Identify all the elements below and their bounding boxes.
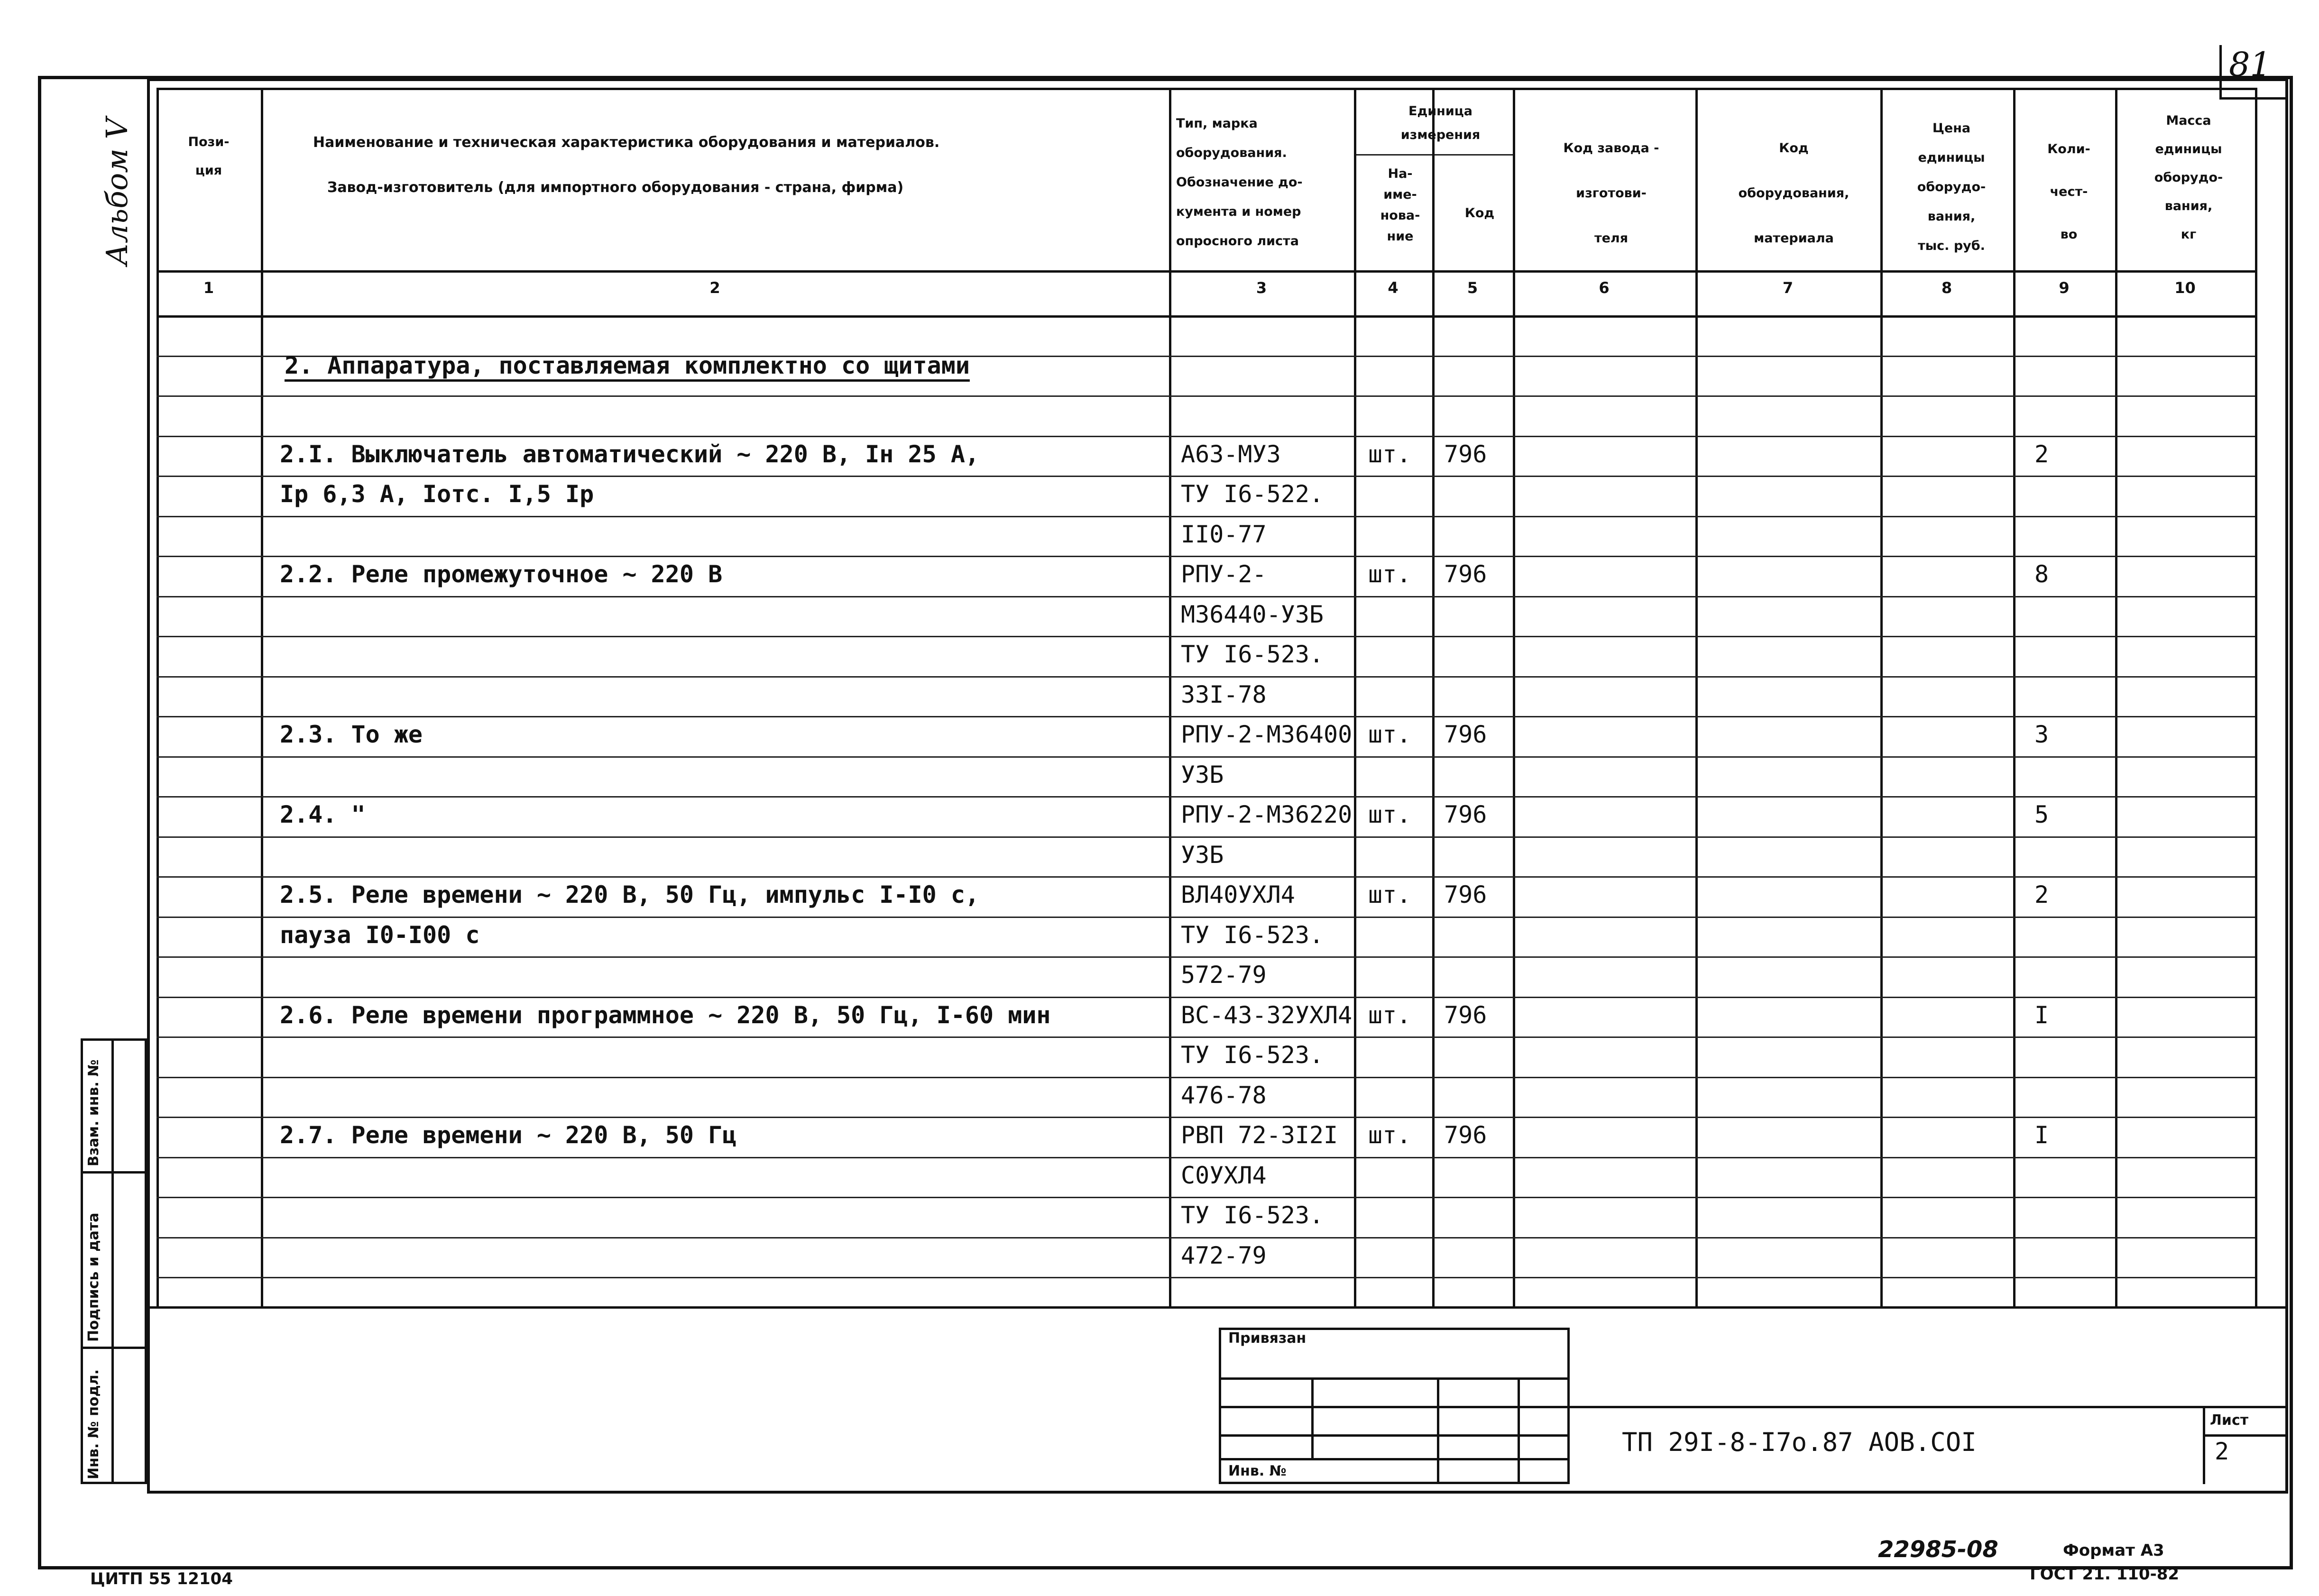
row-description: 2.4. " <box>280 801 366 828</box>
column-divider-8 <box>2013 88 2015 1306</box>
row-line-19 <box>156 1077 2255 1078</box>
header-mass <box>2120 107 2257 249</box>
privyazan-col1 <box>1311 1377 1314 1458</box>
header-price-line3: оборудо- <box>1917 180 1986 194</box>
column-divider-0 <box>156 88 159 1306</box>
header-type-line1: Тип, марка <box>1176 116 1258 131</box>
sheet-number: 2 <box>2215 1438 2229 1465</box>
row-line-20 <box>156 1117 2255 1118</box>
header-type-line2: оборудования. <box>1176 146 1287 160</box>
row-unit: шт. <box>1368 1001 1411 1029</box>
column-divider-3 <box>1354 88 1356 1306</box>
column-divider-7 <box>1880 88 1883 1306</box>
header-unit-name-line2: име- <box>1383 187 1417 202</box>
row-unit: шт. <box>1368 881 1411 908</box>
side-stamp-vzam: Взам. инв. № <box>85 1059 102 1166</box>
footer-left: ЦИТП 55 12104 <box>90 1569 233 1588</box>
privyazan-col2 <box>1437 1377 1439 1484</box>
header-type-line5: опросного листа <box>1176 234 1299 248</box>
header-mass-line5: кг <box>2181 227 2197 242</box>
row-description: Iр 6,3 А, Iотс. I,5 Iр <box>280 480 594 508</box>
header-factory-code-line2: изготови- <box>1576 186 1647 201</box>
row-unit-code: 796 <box>1444 801 1487 828</box>
row-type: УЗБ <box>1181 841 1224 869</box>
side-stamp-podpis: Подпись и дата <box>85 1212 102 1342</box>
row-type: 472-79 <box>1181 1242 1267 1269</box>
header-unit-name-line3: нова- <box>1380 208 1420 223</box>
privyazan-row4 <box>1219 1458 1570 1460</box>
title-block-top <box>147 1306 2288 1309</box>
row-line-22 <box>156 1197 2255 1198</box>
row-line-16 <box>156 956 2255 958</box>
header-unit-group-line2: измерения <box>1400 128 1481 142</box>
row-line-24 <box>156 1277 2255 1278</box>
header-unit-name-line1: На- <box>1388 166 1413 181</box>
album-label: Альбом V <box>100 118 134 266</box>
row-line-14 <box>156 876 2255 878</box>
row-quantity: I <box>2034 1001 2049 1029</box>
column-divider-10 <box>2255 88 2257 1306</box>
column-number-3: 3 <box>1256 279 1267 297</box>
row-type: УЗБ <box>1181 761 1224 789</box>
column-number-8: 8 <box>1941 279 1952 297</box>
header-quantity-line3: во <box>2060 227 2078 242</box>
column-number-2: 2 <box>709 279 720 297</box>
row-line-6 <box>156 556 2255 557</box>
row-type: ВС-43-32УХЛ4 <box>1181 1001 1353 1029</box>
header-factory-code-line3: теля <box>1594 231 1629 246</box>
row-type: ТУ I6-523. <box>1181 1041 1324 1069</box>
row-description: 2.2. Реле промежуточное ~ 220 В <box>280 560 723 588</box>
header-factory-code <box>1520 126 1702 261</box>
row-line-8 <box>156 636 2255 637</box>
section-title: 2. Аппаратура, поставляемая комплектно со щитами <box>285 352 970 379</box>
row-description: 2.I. Выключатель автоматический ~ 220 В, Iн 25 А, <box>280 440 980 468</box>
row-line-18 <box>156 1036 2255 1038</box>
side-stamp-sep2 <box>81 1347 147 1349</box>
table-top-line <box>156 88 2255 90</box>
row-description: пауза I0-I00 с <box>280 921 480 949</box>
header-unit-code: Код <box>1464 206 1495 220</box>
sheet-box-left <box>2203 1406 2205 1484</box>
row-unit-code: 796 <box>1444 1121 1487 1149</box>
header-unit-group <box>1361 100 1520 147</box>
header-price-line4: вания, <box>1927 209 1976 224</box>
row-line-2 <box>156 395 2255 397</box>
privyazan-row3 <box>1219 1434 1570 1437</box>
row-unit-code: 796 <box>1444 560 1487 588</box>
column-number-4: 4 <box>1388 279 1399 297</box>
row-quantity: 2 <box>2034 881 2049 908</box>
column-number-10: 10 <box>2174 279 2196 297</box>
row-type: ТУ I6-523. <box>1181 921 1324 949</box>
row-line-21 <box>156 1157 2255 1158</box>
row-type: ВЛ40УХЛ4 <box>1181 881 1295 908</box>
header-position <box>161 128 256 185</box>
privyazan-label: Привязан <box>1228 1330 1307 1347</box>
row-unit: шт. <box>1368 801 1411 828</box>
inv-no-label: Инв. № <box>1228 1463 1287 1479</box>
header-type-line3: Обозначение до- <box>1176 175 1303 190</box>
row-unit: шт. <box>1368 1121 1411 1149</box>
row-line-4 <box>156 476 2255 477</box>
header-name-line2: Завод-изготовитель (для импортного оборудования - страна, фирма) <box>327 179 904 196</box>
header-equipment-code-line3: материала <box>1754 231 1834 246</box>
column-number-7: 7 <box>1782 279 1794 297</box>
header-quantity-line2: чест- <box>2050 184 2088 199</box>
sheet-label: Лист <box>2210 1412 2249 1429</box>
row-unit-code: 796 <box>1444 721 1487 748</box>
header-position-line2: ция <box>195 163 222 178</box>
header-name-line1: Наименование и техническая характеристика оборудования и материалов. <box>313 134 940 151</box>
row-line-5 <box>156 516 2255 517</box>
header-equipment-code-line1: Код <box>1779 141 1809 156</box>
footer-gost: ГОСТ 21. 110-82 <box>2030 1565 2180 1584</box>
header-price-line2: единицы <box>1918 150 1985 165</box>
header-equipment-code <box>1702 126 1885 261</box>
row-line-17 <box>156 997 2255 998</box>
row-description: 2.5. Реле времени ~ 220 В, 50 Гц, импульс I-I0 с, <box>280 881 980 908</box>
doc-code: ТП 29I-8-I7о.87 АОВ.СОI <box>1622 1427 1977 1457</box>
row-description: 2.6. Реле времени программное ~ 220 В, 50 Гц, I-60 мин <box>280 1001 1051 1029</box>
footer-doc-number: 22985-08 <box>1878 1536 1998 1563</box>
header-unit-name-line4: ние <box>1387 229 1414 244</box>
header-mass-line2: единицы <box>2155 142 2222 156</box>
row-unit-code: 796 <box>1444 881 1487 908</box>
header-price <box>1885 114 2018 261</box>
privyazan-row2 <box>1219 1406 1570 1408</box>
header-bottom-line <box>156 270 2255 273</box>
row-line-15 <box>156 917 2255 918</box>
column-divider-6 <box>1695 88 1698 1306</box>
column-number-6: 6 <box>1599 279 1610 297</box>
header-type <box>1176 109 1361 256</box>
header-equipment-code-line2: оборудования, <box>1738 186 1850 201</box>
row-line-12 <box>156 796 2255 798</box>
row-quantity: 3 <box>2034 721 2049 748</box>
row-quantity: 2 <box>2034 440 2049 468</box>
header-type-line4: кумента и номер <box>1176 204 1301 219</box>
row-unit-code: 796 <box>1444 1001 1487 1029</box>
column-number-1: 1 <box>203 279 214 297</box>
row-type: РПУ-2-М36220 <box>1181 801 1353 828</box>
row-type: 33I-78 <box>1181 681 1267 708</box>
row-type: ТУ I6-523. <box>1181 641 1324 668</box>
header-mass-line3: оборудо- <box>2154 170 2223 185</box>
column-numbers-bottom-line <box>156 315 2255 318</box>
privyazan-row1 <box>1219 1377 1570 1380</box>
row-type: С0УХЛ4 <box>1181 1162 1267 1189</box>
doc-code-top <box>1570 1406 2288 1408</box>
row-line-23 <box>156 1237 2255 1238</box>
column-number-5: 5 <box>1467 279 1478 297</box>
row-line-10 <box>156 716 2255 717</box>
row-type: РПУ-2- <box>1181 560 1267 588</box>
header-mass-line4: вания, <box>2164 199 2213 213</box>
row-line-9 <box>156 676 2255 678</box>
header-quantity-line1: Коли- <box>2047 142 2090 156</box>
row-description: 2.3. То же <box>280 721 423 748</box>
header-factory-code-line1: Код завода - <box>1563 141 1659 156</box>
column-divider-4 <box>1432 88 1435 1306</box>
row-type: РВП 72-3I2I <box>1181 1121 1338 1149</box>
row-type: А63-МУЗ <box>1181 440 1281 468</box>
row-line-11 <box>156 756 2255 758</box>
row-type: РПУ-2-М36400 <box>1181 721 1353 748</box>
side-stamp-sep1 <box>81 1171 147 1174</box>
row-unit: шт. <box>1368 721 1411 748</box>
row-unit: шт. <box>1368 560 1411 588</box>
page-number: 81 <box>2229 45 2272 84</box>
row-quantity: 8 <box>2034 560 2049 588</box>
row-type: ТУ I6-523. <box>1181 1202 1324 1229</box>
row-line-3 <box>156 436 2255 437</box>
row-quantity: 5 <box>2034 801 2049 828</box>
row-type: 572-79 <box>1181 961 1267 989</box>
row-type: 476-78 <box>1181 1082 1267 1109</box>
header-price-line5: тыс. руб. <box>1918 238 1985 253</box>
row-unit: шт. <box>1368 440 1411 468</box>
header-mass-line1: Масса <box>2166 113 2211 128</box>
column-number-9: 9 <box>2059 279 2070 297</box>
header-unit-name <box>1361 164 1439 247</box>
row-type: II0-77 <box>1181 521 1267 548</box>
column-divider-9 <box>2115 88 2117 1306</box>
footer-format: Формат А3 <box>2063 1541 2164 1560</box>
privyazan-col3 <box>1518 1377 1520 1484</box>
header-position-line1: Пози- <box>188 135 230 149</box>
row-type: ТУ I6-522. <box>1181 480 1324 508</box>
row-description: 2.7. Реле времени ~ 220 В, 50 Гц <box>280 1121 737 1149</box>
row-unit-code: 796 <box>1444 440 1487 468</box>
column-divider-1 <box>261 88 263 1306</box>
row-type: М36440-УЗБ <box>1181 601 1324 628</box>
side-stamp-divider <box>111 1038 114 1484</box>
column-divider-5 <box>1513 88 1515 1306</box>
header-unit-group-line1: Единица <box>1408 104 1472 119</box>
side-stamp-inv: Инв. № подл. <box>85 1369 102 1479</box>
row-line-13 <box>156 836 2255 838</box>
row-quantity: I <box>2034 1121 2049 1149</box>
header-quantity <box>2018 128 2120 256</box>
header-price-line1: Цена <box>1932 121 1971 136</box>
row-line-7 <box>156 596 2255 597</box>
column-divider-2 <box>1169 88 1171 1306</box>
